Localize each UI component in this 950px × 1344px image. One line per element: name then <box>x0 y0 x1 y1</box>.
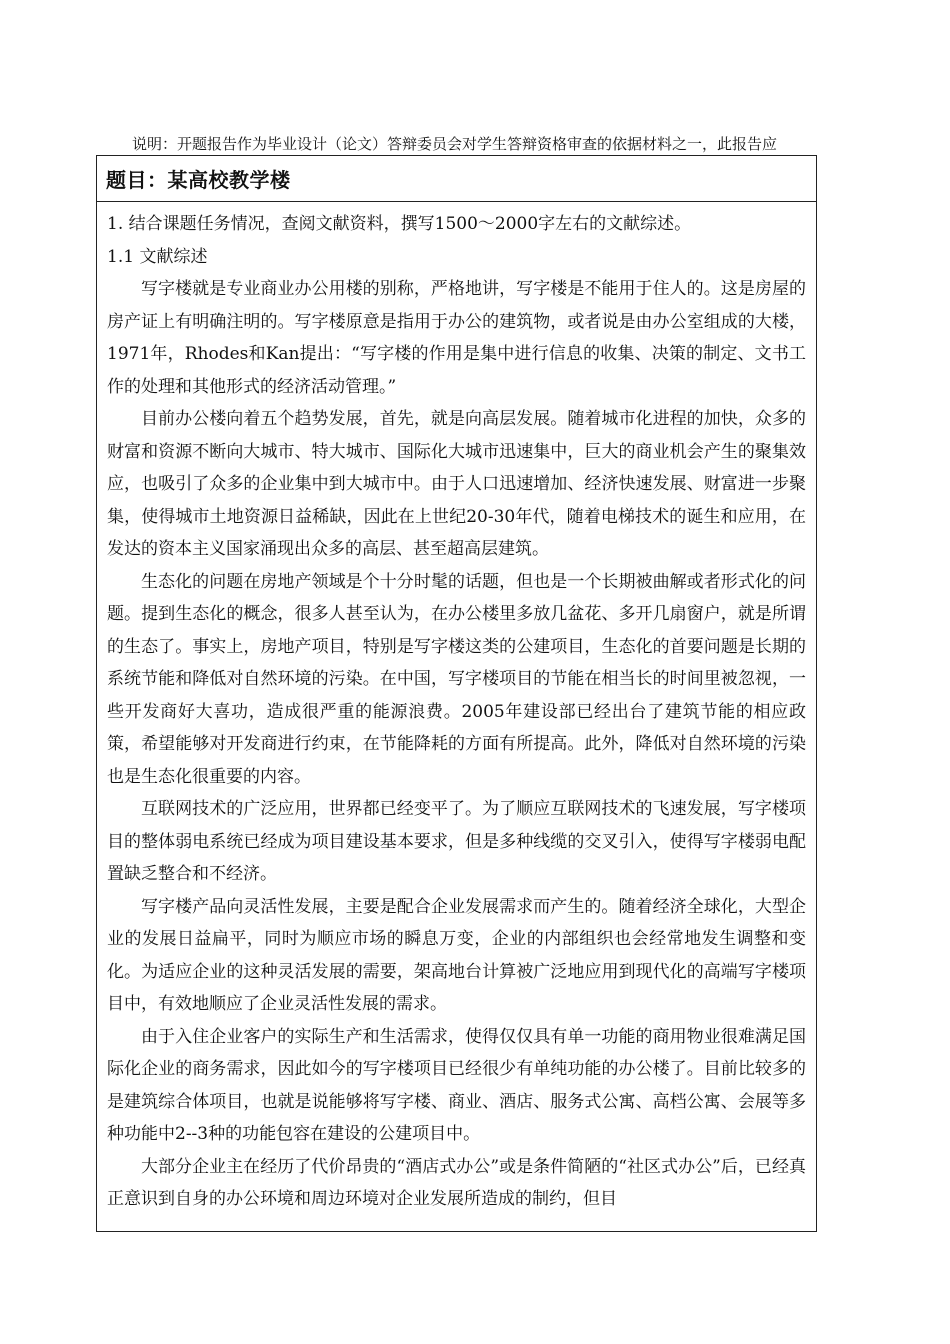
paragraph-1: 写字楼就是专业商业办公用楼的别称，严格地讲，写字楼是不能用于住人的。这是房屋的房产证上有明确注明的。写字楼原意是指用于办公的建筑物，或者说是由办公室组成的大楼，1971年，Rhodes和Kan提出：“写字楼的作用是集中进行信息的收集、决策的制定、文书工作的处理和其他形式的经济活动管理。” <box>107 279 806 397</box>
report-table <box>96 155 817 1232</box>
paragraph-2: 目前办公楼向着五个趋势发展，首先，就是向高层发展。随着城市化进程的加快，众多的财富和资源不断向大城市、特大城市、国际化大城市迅速集中，巨大的商业机会产生的聚集效应，也吸引了众多的企业集中到大城市中。由于人口迅速增加、经济快速发展、财富进一步聚集，使得城市土地资源日益稀缺，因此在上世纪20-30年代，随着电梯技术的诞生和应用，在发达的资本主义国家涌现出众多的高层、甚至超高层建筑。 <box>107 409 806 559</box>
report-content <box>97 202 816 1216</box>
paragraph-5: 写字楼产品向灵活性发展，主要是配合企业发展需求而产生的。随着经济全球化，大型企业的发展日益扁平，同时为顺应市场的瞬息万变，企业的内部组织也会经常地发生调整和变化。为适应企业的这种灵活发展的需要，架高地台计算被广泛地应用到现代化的高端写字楼项目中，有效地顺应了企业灵活性发展的需求。 <box>107 896 806 1014</box>
paragraph-4: 互联网技术的广泛应用，世界都已经变平了。为了顺应互联网技术的飞速发展，写字楼项目的整体弱电系统已经成为项目建设基本要求，但是多种线缆的交叉引入，使得写字楼弱电配置缺乏整合和不经济。 <box>107 799 806 884</box>
paragraph-6: 由于入住企业客户的实际生产和生活需求，使得仅仅具有单一功能的商用物业很难满足国际化企业的商务需求，因此如今的写字楼项目已经很少有单纯功能的办公楼了。目前比较多的是建筑综合体项目，也就是说能够将写字楼、商业、酒店、服务式公寓、高档公寓、会展等多种功能中2--3种的功能包容在建设的公建项目中。 <box>107 1026 806 1144</box>
title-row <box>97 156 816 202</box>
paragraph-3: 生态化的问题在房地产领域是个十分时髦的话题，但也是一个长期被曲解或者形式化的问题。提到生态化的概念，很多人甚至认为，在办公楼里多放几盆花、多开几扇窗户，就是所谓的生态了。事实上，房地产项目，特别是写字楼这类的公建项目，生态化的首要问题是长期的系统节能和降低对自然环境的污染。在中国，写字楼项目的节能在相当长的时间里被忽视，一些开发商好大喜功，造成很严重的能源浪费。2005年建设部已经出台了建筑节能的相应政策，希望能够对开发商进行约束，在节能降耗的方面有所提高。此外，降低对自然环境的污染也是生态化很重要的内容。 <box>107 571 806 787</box>
report-note: 说明：开题报告作为毕业设计（论文）答辩委员会对学生答辩资格审查的依据材料之一，此报告应 <box>132 135 778 153</box>
section-heading: 1.1 文献综述 <box>107 246 208 267</box>
report-title: 题目：某高校教学楼 <box>106 168 291 192</box>
task-line: 1. 结合课题任务情况，查阅文献资料，撰写1500～2000字左右的文献综述。 <box>107 214 692 234</box>
paragraph-7: 大部分企业主在经历了代价昂贵的“酒店式办公”或是条件简陋的“社区式办公”后，已经真正意识到自身的办公环境和周边环境对企业发展所造成的制约，但目 <box>107 1156 806 1209</box>
